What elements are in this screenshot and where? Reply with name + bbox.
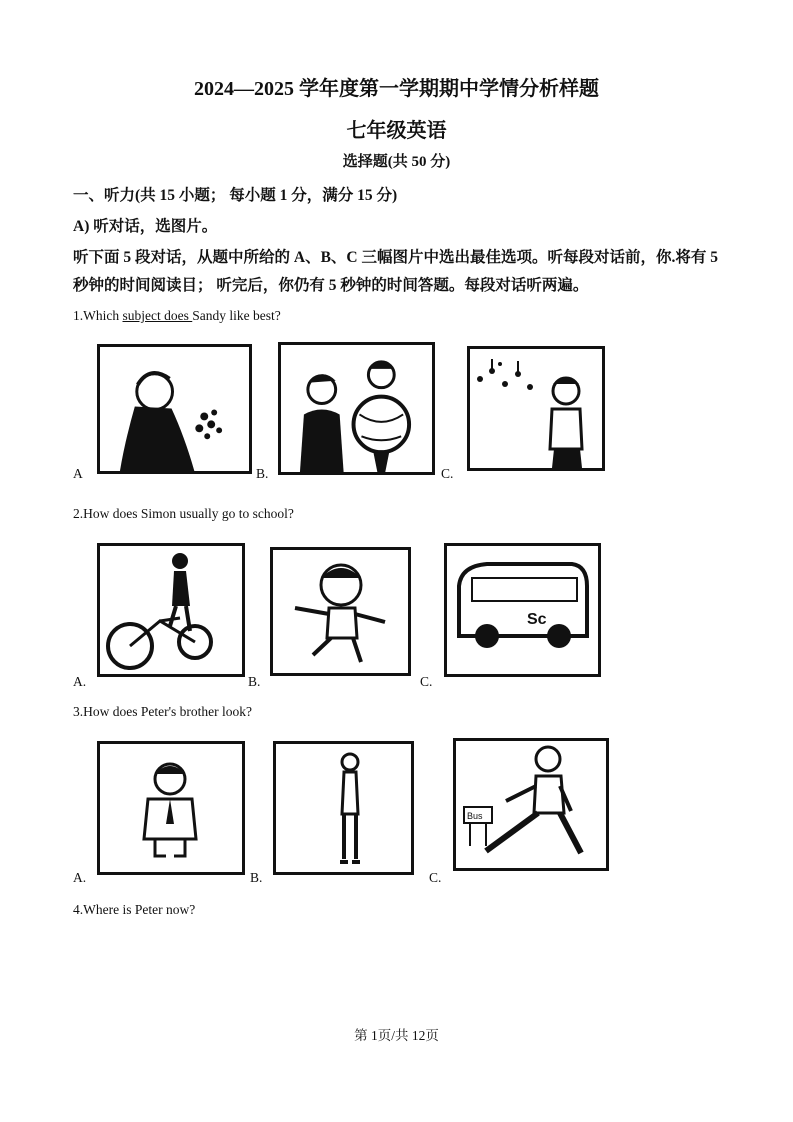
q2-option-a-image <box>97 543 245 677</box>
q1-option-a-image <box>97 344 252 474</box>
q3-option-c-image <box>453 738 609 871</box>
exam-subtitle: 七年级英语 <box>346 120 447 142</box>
q1-option-a[interactable]: A <box>73 466 83 481</box>
boy-riding-bike-icon <box>100 546 242 674</box>
instructions: 听下面 5 段对话，从题中所给的 A、B、C 三幅图片中选出最佳选项。听每段对话前，你.将有 5 秒钟的时间阅读目； 听完后，你仍有 5 秒钟的时间答题。每段对话听两遍。 <box>73 249 718 294</box>
q1-option-c[interactable]: C. <box>441 466 454 481</box>
q1-option-b-image <box>278 342 435 475</box>
q2-option-b-image <box>270 547 411 676</box>
question-1-underlined: subject does <box>122 308 193 323</box>
question-1-prefix: 1.Which <box>73 308 123 323</box>
page-number: 第 1页/共 12页 <box>354 1028 439 1043</box>
sign-text: Bus <box>467 811 483 821</box>
boy-walking-icon <box>273 550 408 673</box>
part-heading: 选择题(共 50 分) <box>342 154 451 170</box>
question-3: 3.How does Peter's brother look? <box>73 704 253 719</box>
section-heading: 一、听力(共 15 小题； 每小题 1 分，满分 15 分) <box>73 187 398 204</box>
q2-option-c[interactable]: C. <box>420 674 433 689</box>
short-boy-icon <box>100 744 242 872</box>
q3-option-c[interactable]: C. <box>429 870 442 885</box>
question-1 <box>73 308 281 324</box>
q3-option-b-image <box>273 741 414 875</box>
exam-title: 2024—2025 学年度第一学期期中学情分析样题 <box>194 78 599 100</box>
bus-text: Sc <box>527 611 547 628</box>
school-bus-icon <box>447 546 598 674</box>
girl-with-music-notes-icon <box>470 349 602 468</box>
question-1-suffix: Sandy like best? <box>192 308 281 323</box>
q2-option-c-image <box>444 543 601 677</box>
boys-with-globe-icon <box>281 345 432 472</box>
q3-option-b[interactable]: B. <box>250 870 263 885</box>
q3-option-a[interactable]: A. <box>73 870 87 885</box>
part-a-heading: A) 听对话，选图片。 <box>73 218 218 235</box>
question-2: 2.How does Simon usually go to school? <box>73 506 294 521</box>
question-4: 4.Where is Peter now? <box>73 902 196 917</box>
tall-thin-boy-icon <box>276 744 411 872</box>
q3-option-a-image <box>97 741 245 875</box>
q1-option-b[interactable]: B. <box>256 466 269 481</box>
man-walking-icon <box>456 741 606 868</box>
q1-option-c-image <box>467 346 605 471</box>
q2-option-b[interactable]: B. <box>248 674 261 689</box>
q2-option-a[interactable]: A. <box>73 674 87 689</box>
girl-smelling-flowers-icon <box>100 347 249 471</box>
